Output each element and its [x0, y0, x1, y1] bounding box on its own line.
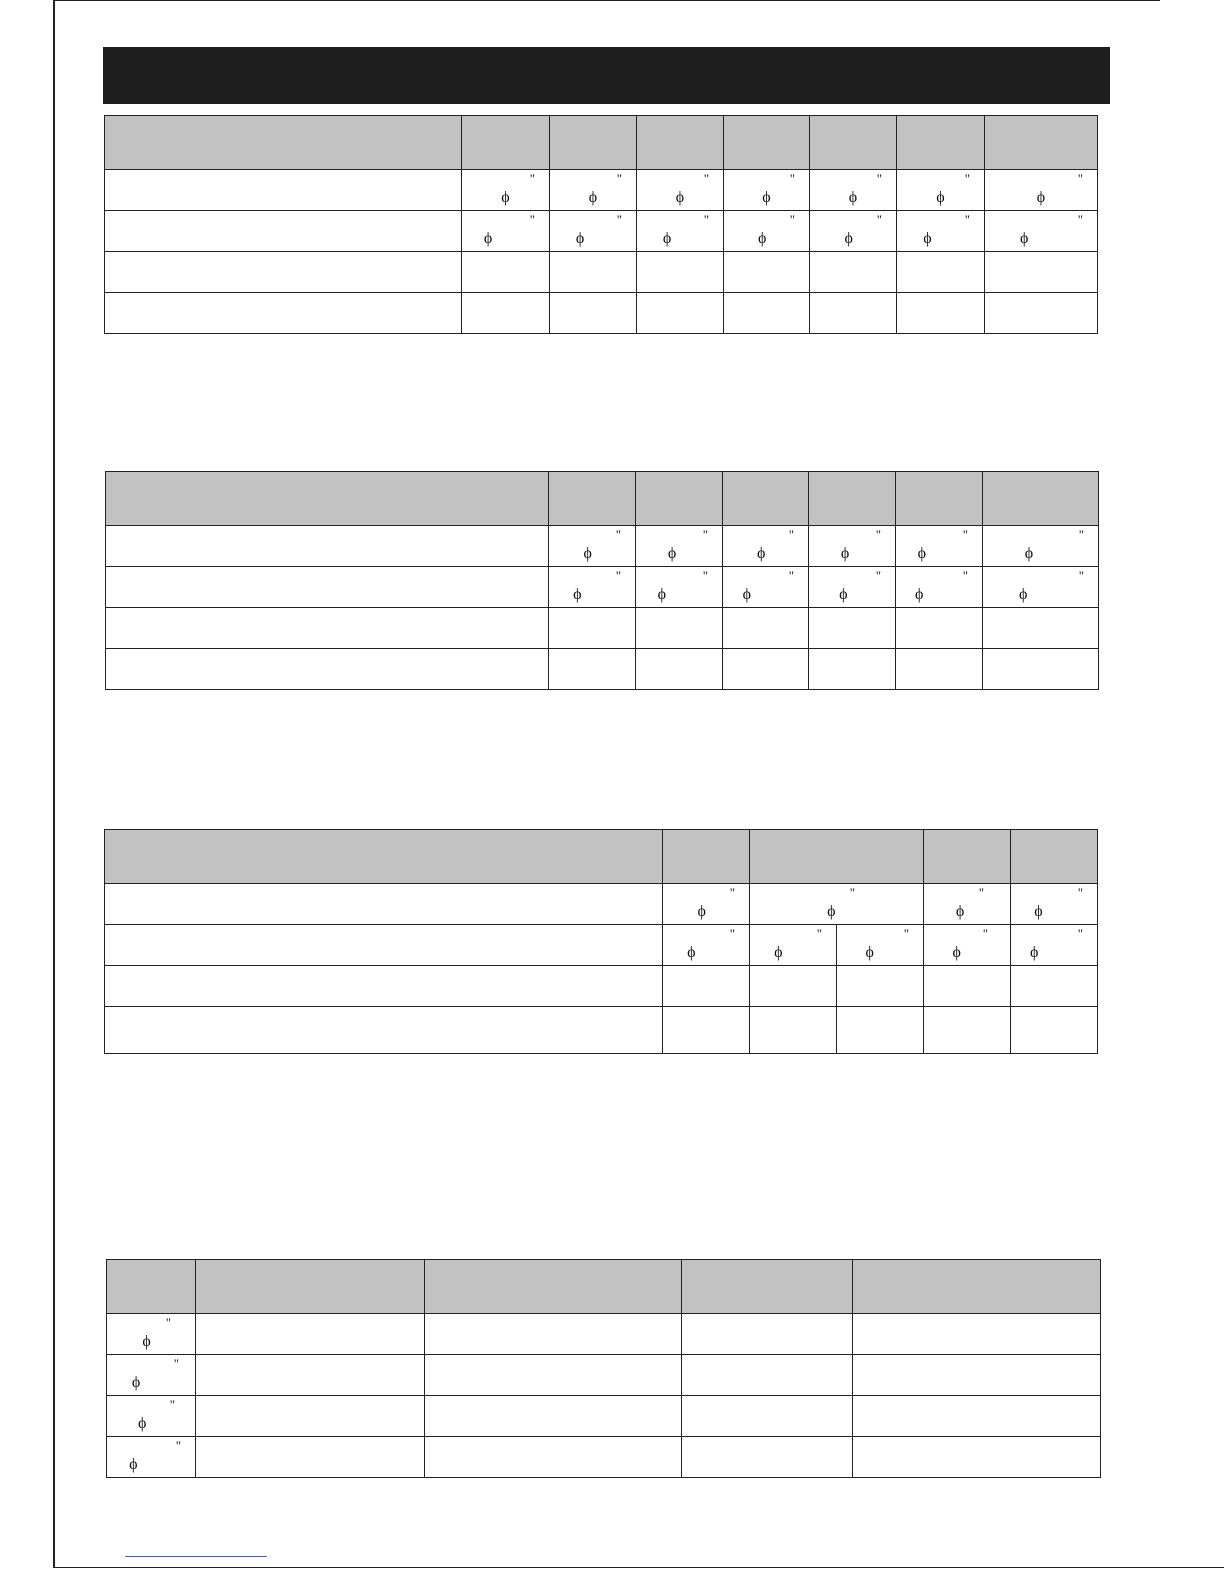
- inch-mark: ": [1078, 527, 1084, 542]
- diameter-symbol: ϕ: [662, 230, 672, 247]
- inch-mark: ": [165, 1315, 171, 1330]
- inch-mark: ": [849, 885, 855, 900]
- inch-mark: ": [1078, 568, 1084, 583]
- diameter-symbol: ϕ: [1034, 903, 1043, 920]
- inch-mark: ": [529, 212, 535, 227]
- pipe-size-cell: [983, 567, 1099, 608]
- spec-table-3: [104, 829, 1098, 1054]
- row-label-cell: [105, 170, 462, 211]
- inch-mark: ": [788, 568, 794, 583]
- pipe-size-cell: [550, 211, 637, 252]
- pipe-size-cell: [809, 526, 896, 567]
- pipe-size-cell: [809, 567, 896, 608]
- table-row: [107, 1314, 1101, 1355]
- pipe-size-cell: [723, 526, 809, 567]
- diameter-symbol: ϕ: [952, 944, 961, 961]
- pipe-size-cell: [663, 884, 750, 925]
- diameter-symbol: ϕ: [774, 944, 783, 961]
- pipe-size-cell: [636, 567, 723, 608]
- diameter-symbol: ϕ: [758, 230, 767, 247]
- header-cell: [897, 116, 985, 170]
- inch-mark: ": [978, 885, 984, 900]
- inch-mark: ": [876, 212, 882, 227]
- pipe-size-cell: [985, 170, 1098, 211]
- diameter-symbol: ϕ: [1036, 189, 1046, 206]
- inch-mark: ": [615, 568, 621, 583]
- inch-mark: ": [816, 926, 822, 941]
- inch-mark: ": [903, 926, 909, 941]
- diameter-symbol: ϕ: [657, 586, 667, 603]
- diameter-symbol: ϕ: [667, 545, 677, 562]
- pipe-size-cell: [985, 211, 1098, 252]
- diameter-symbol: ϕ: [142, 1333, 151, 1350]
- table-row: [105, 293, 1098, 334]
- diameter-symbol: ϕ: [687, 944, 696, 961]
- pipe-size-cell: [549, 567, 636, 608]
- row-label-cell: [105, 884, 663, 925]
- inch-mark: ": [875, 527, 881, 542]
- inch-mark: ": [964, 212, 970, 227]
- header-cell: [550, 116, 637, 170]
- diameter-symbol: ϕ: [483, 230, 493, 247]
- pipe-size-cell: [107, 1396, 196, 1437]
- inch-mark: ": [173, 1356, 179, 1371]
- pipe-size-cell-wide: [750, 884, 924, 925]
- inch-mark: ": [729, 885, 735, 900]
- inch-mark: ": [789, 212, 795, 227]
- page-border-left: [53, 0, 55, 1568]
- inch-mark: ": [964, 171, 970, 186]
- row-label-cell: [106, 567, 549, 608]
- row-label-cell: [105, 925, 663, 966]
- table-header-row: [107, 1260, 1101, 1314]
- section-header-bar: [103, 47, 1110, 104]
- pipe-size-cell: [897, 211, 985, 252]
- inch-mark: ": [788, 527, 794, 542]
- inch-mark: ": [175, 1438, 181, 1453]
- table-row: [106, 567, 1099, 608]
- header-cell: [637, 116, 724, 170]
- diameter-symbol: ϕ: [575, 230, 585, 247]
- pipe-size-cell: [107, 1314, 196, 1355]
- table-row: [107, 1396, 1101, 1437]
- inch-mark: ": [703, 212, 709, 227]
- table-row: [105, 1007, 1098, 1054]
- pipe-size-cell: [636, 526, 723, 567]
- pipe-size-cell: [837, 925, 924, 966]
- spec-table-1: [104, 115, 1098, 334]
- diameter-symbol: ϕ: [131, 1374, 141, 1391]
- inch-mark: ": [962, 527, 968, 542]
- pipe-size-cell: [810, 211, 897, 252]
- inch-mark: ": [616, 171, 622, 186]
- diameter-symbol: ϕ: [936, 189, 945, 206]
- table-row: [105, 170, 1098, 211]
- diameter-symbol: ϕ: [955, 903, 965, 920]
- pipe-size-cell: [896, 567, 983, 608]
- table-row: [105, 966, 1098, 1007]
- pipe-size-cell: [550, 170, 637, 211]
- header-cell: [462, 116, 550, 170]
- inch-mark: ": [616, 212, 622, 227]
- pipe-size-cell: [637, 211, 724, 252]
- pipe-size-cell: [723, 567, 809, 608]
- pipe-size-cell: [724, 170, 810, 211]
- inch-mark: ": [875, 568, 881, 583]
- header-cell: [985, 116, 1098, 170]
- pipe-size-cell: [924, 884, 1011, 925]
- header-cell: [810, 116, 897, 170]
- diameter-symbol: ϕ: [1019, 230, 1029, 247]
- diameter-symbol: ϕ: [848, 189, 858, 206]
- diameter-symbol: ϕ: [583, 545, 592, 562]
- diameter-symbol: ϕ: [1019, 586, 1028, 603]
- pipe-size-cell: [924, 925, 1011, 966]
- inch-mark: ": [962, 568, 968, 583]
- diameter-symbol: ϕ: [839, 586, 848, 603]
- row-label-cell: [106, 526, 549, 567]
- pipe-size-cell: [549, 526, 636, 567]
- diameter-symbol: ϕ: [588, 189, 598, 206]
- diameter-symbol: ϕ: [675, 189, 685, 206]
- inch-mark: ": [876, 171, 882, 186]
- inch-mark: ": [1077, 212, 1083, 227]
- footer-link-underline[interactable]: [125, 1556, 267, 1557]
- diameter-symbol: ϕ: [742, 586, 752, 603]
- inch-mark: ": [703, 171, 709, 186]
- pipe-size-cell: [897, 170, 985, 211]
- pipe-size-cell: [637, 170, 724, 211]
- diameter-symbol: ϕ: [1030, 944, 1039, 961]
- diameter-symbol: ϕ: [1024, 545, 1034, 562]
- table-row: [105, 925, 1098, 966]
- inch-mark: ": [982, 926, 988, 941]
- diameter-symbol: ϕ: [844, 230, 853, 247]
- table-row: [106, 649, 1099, 690]
- spec-table-4: [106, 1259, 1101, 1478]
- header-cell: [724, 116, 810, 170]
- table-row: [107, 1355, 1101, 1396]
- page-border-bottom: [53, 1567, 1224, 1568]
- table-header-row: [105, 116, 1098, 170]
- table-row: [106, 608, 1099, 649]
- diameter-symbol: ϕ: [129, 1456, 138, 1473]
- inch-mark: ": [1077, 926, 1083, 941]
- pipe-size-cell: [724, 211, 810, 252]
- row-label-cell: [105, 211, 462, 252]
- table-row: [105, 884, 1098, 925]
- pipe-size-cell: [107, 1355, 196, 1396]
- inch-mark: ": [702, 568, 708, 583]
- diameter-symbol: ϕ: [757, 545, 766, 562]
- pipe-size-cell: [750, 925, 837, 966]
- diameter-symbol: ϕ: [137, 1415, 147, 1432]
- diameter-symbol: ϕ: [915, 586, 924, 603]
- header-cell: [105, 116, 462, 170]
- table-header-row: [105, 830, 1098, 884]
- diameter-symbol: ϕ: [840, 545, 850, 562]
- inch-mark: ": [615, 527, 621, 542]
- inch-mark: ": [1077, 171, 1083, 186]
- inch-mark: ": [169, 1397, 175, 1412]
- table-row: [106, 526, 1099, 567]
- inch-mark: ": [729, 926, 735, 941]
- diameter-symbol: ϕ: [573, 586, 582, 603]
- diameter-symbol: ϕ: [697, 903, 706, 920]
- diameter-symbol: ϕ: [762, 189, 771, 206]
- inch-mark: ": [702, 527, 708, 542]
- inch-mark: ": [1077, 885, 1083, 900]
- diameter-symbol: ϕ: [501, 189, 510, 206]
- diameter-symbol: ϕ: [865, 944, 874, 961]
- pipe-size-cell: [663, 925, 750, 966]
- page-border-top: [53, 0, 1160, 1]
- diameter-symbol: ϕ: [923, 230, 932, 247]
- pipe-size-cell: [462, 170, 550, 211]
- table-row: [105, 252, 1098, 293]
- pipe-size-cell: [462, 211, 550, 252]
- spec-table-2: [105, 471, 1099, 690]
- inch-mark: ": [529, 171, 535, 186]
- diameter-symbol: ϕ: [827, 903, 836, 920]
- pipe-size-cell: [107, 1437, 196, 1478]
- pipe-size-cell: [896, 526, 983, 567]
- pipe-size-cell: [810, 170, 897, 211]
- diameter-symbol: ϕ: [917, 545, 927, 562]
- table-header-row: [106, 472, 1099, 526]
- pipe-size-cell: [1011, 925, 1098, 966]
- table-row: [107, 1437, 1101, 1478]
- pipe-size-cell: [1011, 884, 1098, 925]
- table-row: [105, 211, 1098, 252]
- inch-mark: ": [789, 171, 795, 186]
- pipe-size-cell: [983, 526, 1099, 567]
